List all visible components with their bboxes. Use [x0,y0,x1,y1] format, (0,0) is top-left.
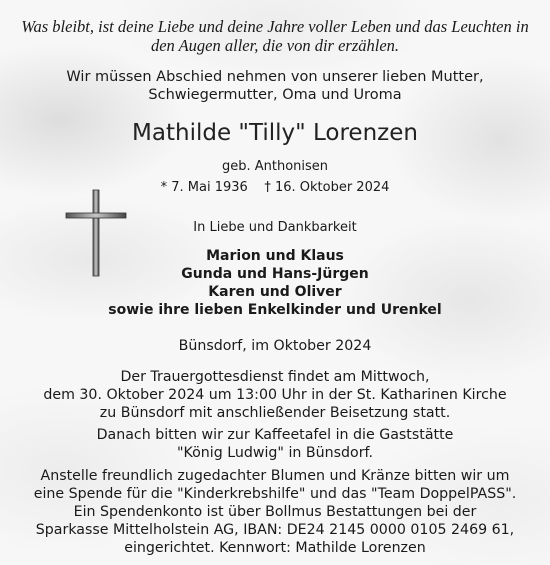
donation-line-2: eine Spende für die "Kinderkrebshilfe" und das "Team DoppelPASS". [33,486,517,502]
donation-line-1: Anstelle freundlich zugedachter Blumen und Kränze bitten wir um [40,468,510,484]
family-line-1: Marion und Klaus [206,248,344,264]
quote-line-2: den Augen aller, die von dir erzählen. [150,36,400,55]
donation-line-5: eingerichtet. Kennwort: Mathilde Lorenzen [124,540,426,556]
life-dates: * 7. Mai 1936 † 16. Oktober 2024 [160,180,390,195]
place-date: Bünsdorf, im Oktober 2024 [178,338,372,354]
family-line-3: Karen und Oliver [208,284,342,300]
family-line-2: Gunda und Hans-Jürgen [181,266,369,282]
intro-line-2: Schwiegermutter, Oma und Uroma [148,87,402,103]
deceased-name: Mathilde "Tilly" Lorenzen [132,120,418,146]
family-line-4: sowie ihre lieben Enkelkinder und Urenkel [108,302,442,318]
service-line-5: "König Ludwig" in Bünsdorf. [176,445,374,461]
maiden-name: geb. Anthonisen [221,159,329,174]
gratitude-line: In Liebe und Dankbarkeit [193,220,357,235]
service-line-1: Der Trauergottesdienst findet am Mittwoch, [120,369,430,385]
donation-line-3: Ein Spendenkonto ist über Bollmus Bestattungen bei der [73,504,477,520]
donation-line-4: Sparkasse Mittelholstein AG, IBAN: DE24 2145 0000 0105 2469 61, [35,522,515,538]
intro-line-1: Wir müssen Abschied nehmen von unserer lieben Mutter, [66,69,484,85]
service-line-4: Danach bitten wir zur Kaffeetafel in die Gaststätte [96,427,454,443]
service-line-3: zu Bünsdorf mit anschließender Beisetzung statt. [99,405,451,421]
quote-line-1: Was bleibt, ist deine Liebe und deine Jahre voller Leben und das Leuchten in [21,17,529,36]
service-line-2: dem 30. Oktober 2024 um 13:00 Uhr in der St. Katharinen Kirche [43,387,507,403]
